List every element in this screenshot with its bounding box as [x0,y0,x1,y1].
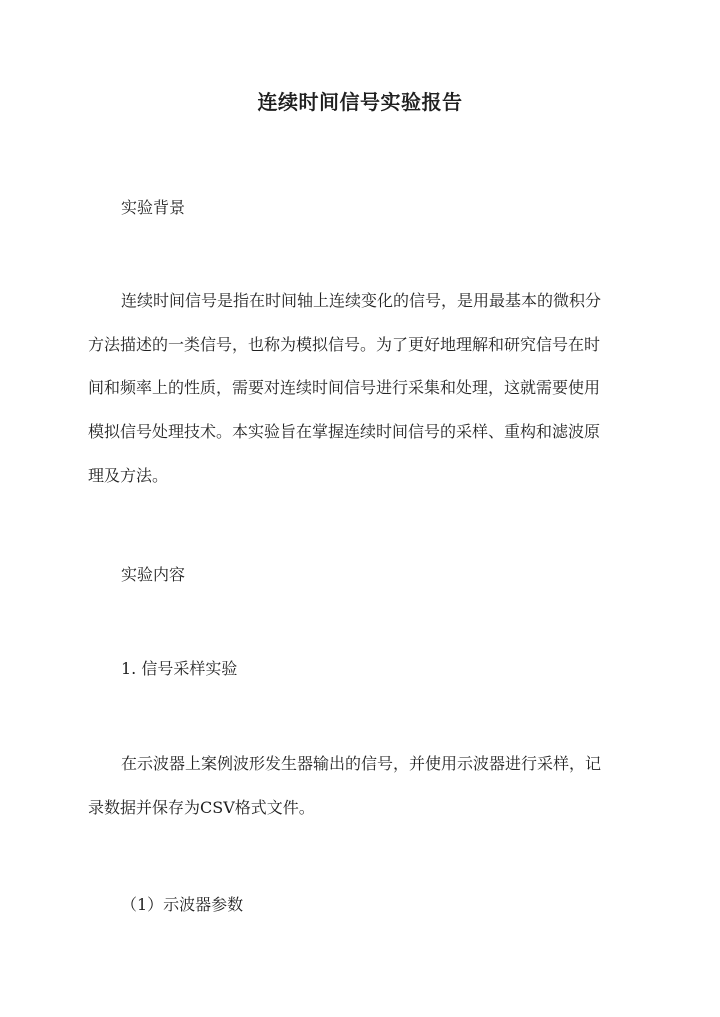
paragraph-line: 连续时间信号是指在时间轴上连续变化的信号，是用最基本的微积分 [121,291,602,310]
paragraph-line: 模拟信号处理技术。本实验旨在掌握连续时间信号的采样、重构和滤波原 [88,422,601,441]
subheading-oscilloscope-params: （1）示波器参数 [121,895,244,914]
paragraph-line: 录数据并保存为CSV格式文件。 [88,798,315,817]
item-heading-sampling: 1. 信号采样实验 [121,659,238,678]
paragraph-line: 理及方法。 [88,466,169,485]
paragraph-line: 在示波器上案例波形发生器输出的信号，并使用示波器进行采样，记 [121,754,602,773]
document-title: 连续时间信号实验报告 [257,90,463,114]
section-heading-background: 实验背景 [121,198,186,217]
paragraph-line: 间和频率上的性质，需要对连续时间信号进行采集和处理，这就需要使用 [88,378,601,397]
paragraph-line: 方法描述的一类信号，也称为模拟信号。为了更好地理解和研究信号在时 [88,335,601,354]
section-heading-content: 实验内容 [121,565,186,584]
